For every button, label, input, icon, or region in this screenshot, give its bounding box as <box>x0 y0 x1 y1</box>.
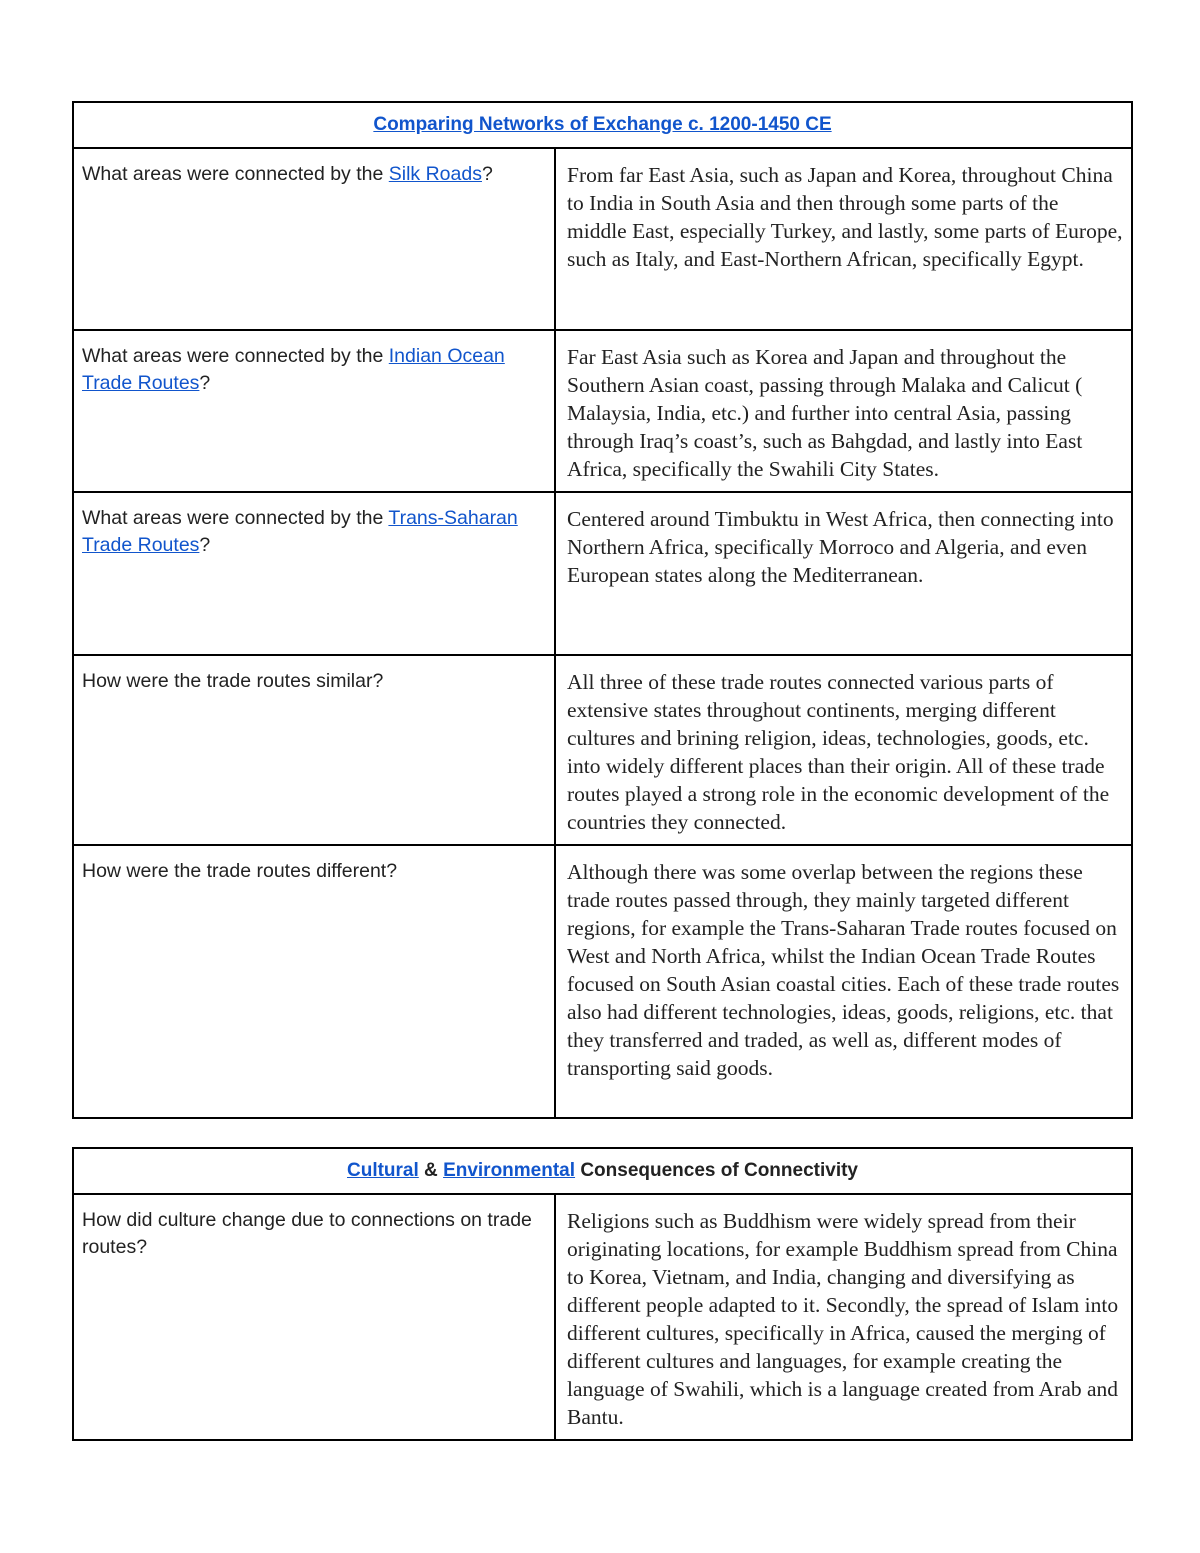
table-title-cell <box>73 1148 1132 1194</box>
trans-saharan-trade-routes-link[interactable]: Trans-Saharan Trade Routes <box>82 507 518 556</box>
question-cell <box>73 148 555 330</box>
question-cell <box>73 330 555 492</box>
answer-cell: Religions such as Buddhism were widely spread from their originating locations, for example Buddhism spread from China to Korea, Vietnam, and India, changing and diversifying as different people adapted to it. Secondly, the spread of Islam into different cultures, specifically in Africa, caused the merging of different cultures and languages, for example creating the language of Swahili, which is a language created from Arab and Bantu. <box>555 1194 1132 1440</box>
question-mark: ? <box>481 163 493 185</box>
answer-cell: All three of these trade routes connected various parts of extensive states throughout continents, merging different cultures and brining religion, ideas, technologies, goods, etc. into widely different places than their origin. All of these trade routes played a strong role in the economic development of the countries they connected. <box>555 655 1132 845</box>
table-row <box>73 845 1132 1118</box>
answer-cell: Although there was some overlap between the regions these trade routes passed through, they mainly targeted different regions, for example the Trans-Saharan Trade routes focused on West and North Africa, whilst the Indian Ocean Trade Routes focused on South Asian coastal cities. Each of these trade routes also had different technologies, ideas, goods, religions, etc. that they transferred and traded, as well as, different modes of transporting said goods. <box>555 845 1132 1118</box>
answer-cell: From far East Asia, such as Japan and Korea, throughout China to India in South Asia and then through some parts of the middle East, especially Turkey, and lastly, some parts of Europe, such as Italy, and East-Northern African, specifically Egypt. <box>555 148 1132 330</box>
consequences-table <box>72 1147 1133 1441</box>
title-rest: Consequences of Connectivity <box>575 1160 858 1181</box>
question-mark: ? <box>199 534 211 556</box>
environmental-link[interactable]: Environmental <box>443 1160 576 1181</box>
answer-cell: Centered around Timbuktu in West Africa, then connecting into Northern Africa, specifically Morroco and Algeria, and even European states along the Mediterranean. <box>555 492 1132 655</box>
question-cell: How were the trade routes similar? <box>73 655 555 845</box>
indian-ocean-trade-routes-link[interactable]: Indian Ocean Trade Routes <box>82 345 505 394</box>
table-title-cell <box>73 102 1132 148</box>
question-text: What areas were connected by the <box>82 507 389 529</box>
question-cell: How did culture change due to connections on trade routes? <box>73 1194 555 1440</box>
table-row <box>73 148 1132 330</box>
silk-roads-link[interactable]: Silk Roads <box>388 163 482 185</box>
table-title-row <box>73 102 1132 148</box>
question-cell: How were the trade routes different? <box>73 845 555 1118</box>
table-title-row <box>73 1148 1132 1194</box>
title-ampersand: & <box>418 1160 444 1181</box>
answer-cell: Far East Asia such as Korea and Japan and throughout the Southern Asian coast, passing through Malaka and Calicut ( Malaysia, India, etc.) and further into central Asia, passing through Iraq’s coast’s, such as Bahgdad, and lastly into East Africa, specifically the Swahili City States. <box>555 330 1132 492</box>
table-row <box>73 330 1132 492</box>
networks-table <box>72 101 1133 1119</box>
question-text: What areas were connected by the <box>82 163 389 185</box>
networks-title-link[interactable]: Comparing Networks of Exchange c. 1200-1450 CE <box>373 114 832 135</box>
question-mark: ? <box>199 372 211 394</box>
table-row <box>73 1194 1132 1440</box>
table-row <box>73 492 1132 655</box>
question-text: What areas were connected by the <box>82 345 389 367</box>
question-cell <box>73 492 555 655</box>
table-row <box>73 655 1132 845</box>
cultural-link[interactable]: Cultural <box>347 1160 419 1181</box>
